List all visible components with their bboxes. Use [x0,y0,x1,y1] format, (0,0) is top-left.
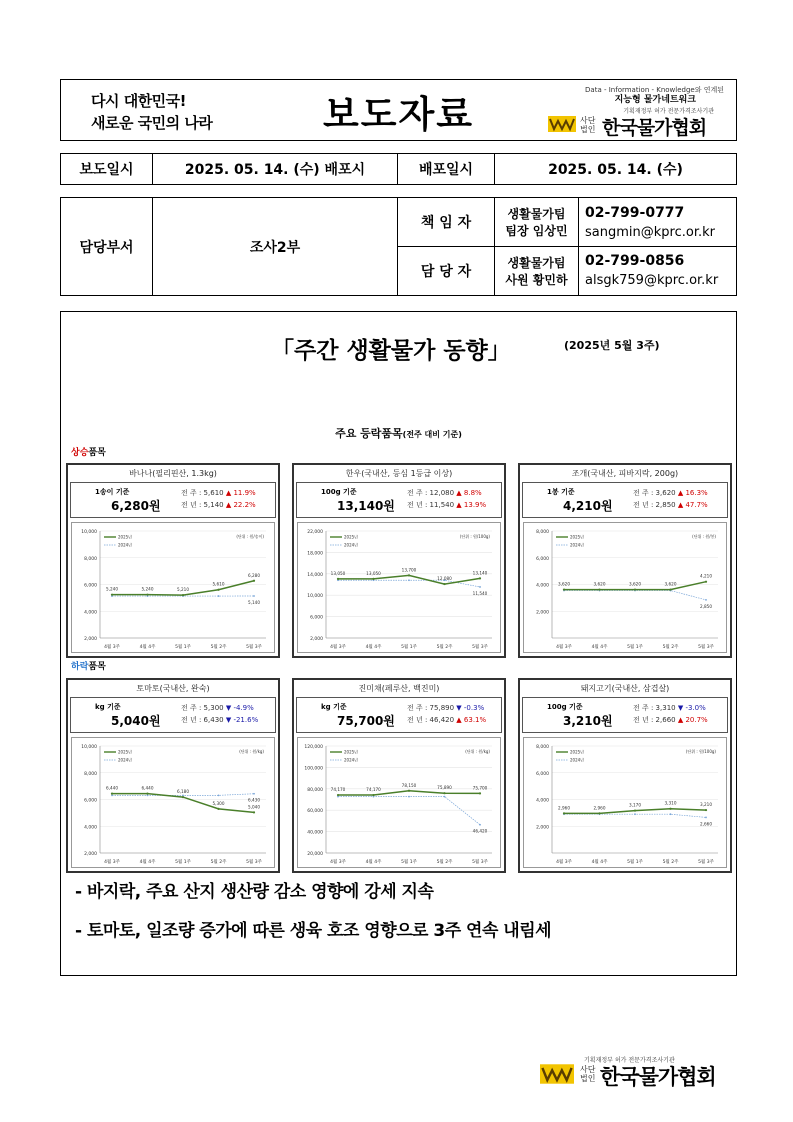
line-chart [524,738,728,869]
dept-label: 담당부서 [61,198,153,295]
legend-label: 2024년 [344,542,359,548]
series-2024-point [479,586,481,588]
card-prev-year: 전 년 : 2,850 ▲ 47.7% [633,501,708,509]
x-tick-label: 5월 1주 [175,645,191,650]
logo-name: 한국물가협회 [602,117,707,139]
card-chart [297,522,501,653]
role-staff: 담 당 자 [398,246,495,295]
card-chart [297,737,501,868]
x-tick-label: 5월 2주 [210,645,227,650]
series-2025-label: 13,050 [366,570,381,576]
y-tick-label: 2,000 [84,637,97,642]
card-prev-year: 전 년 : 11,540 ▲ 13.9% [407,501,487,509]
slogan-line2: 새로운 국민의 나라 [91,114,213,132]
series-2025-point [443,583,445,585]
series-2025-point [372,578,374,580]
legend-label: 2025년 [118,749,133,755]
card-prev-week: 전 주 : 75,890 ▼ -0.3% [407,704,485,712]
card-prev-year: 전 년 : 46,420 ▲ 63.1% [407,716,487,724]
bullet-1: - 바지락, 주요 산지 생산량 감소 영향에 강세 지속 [75,882,434,902]
series-2025-label: 74,170 [330,787,346,793]
y-tick-label: 100,000 [304,766,323,772]
series-2025-point [182,796,184,798]
x-tick-label: 4월 3주 [330,645,346,650]
card-chart [71,522,275,653]
x-tick-label: 5월 3주 [246,860,262,865]
series-2025-point [705,581,707,583]
card-info [522,697,728,733]
series-2025-label: 3,170 [629,802,641,808]
legend-label: 2024년 [570,542,585,548]
x-tick-label: 4월 3주 [556,860,572,865]
y-tick-label: 8,000 [536,530,549,535]
x-tick-label: 5월 1주 [401,860,417,865]
series-2025-label: 13,700 [401,567,417,573]
series-2025-point [111,793,113,795]
y-tick-label: 2,000 [310,637,323,642]
x-tick-label: 4월 4주 [591,645,608,650]
kprc-mark-icon [548,116,576,132]
series-2024-label: 2,850 [700,603,712,609]
contact-table [60,197,737,296]
series-2025-label: 78,150 [401,782,417,788]
unit-label: (단위 : 원/송이) [236,534,264,539]
x-tick-label: 5월 2주 [662,645,679,650]
card-unit: kg 기준 [321,703,347,711]
legend-label: 2025년 [344,534,359,540]
legend-label: 2025년 [118,534,133,540]
logo-network: 지능형 물가네트워크 [614,95,696,105]
series-2025-label: 3,310 [664,800,677,806]
y-tick-label: 20,000 [307,852,323,857]
card-prev-week: 전 주 : 5,610 ▲ 11.9% [181,489,256,497]
footer-logo-authority: 기획재정부 허가 전문가격조사기관 [584,1057,675,1064]
series-2025-point [563,812,565,814]
y-tick-label: 22,000 [307,530,323,535]
series-2025-label: 5,240 [141,586,154,592]
series-2025-point [598,588,600,590]
manager-email: sangmin@kprc.or.kr [585,225,715,240]
legend-label: 2024년 [344,757,359,763]
series-2025-point [563,588,565,590]
press-header [60,79,737,141]
x-tick-label: 4월 4주 [139,645,156,650]
series-2025-point [182,594,184,596]
series-2024-label: 46,420 [472,828,488,834]
series-2025-label: 6,440 [106,785,118,791]
series-2025-label: 12,080 [437,576,452,582]
card-price: 5,040원 [111,714,161,728]
legend-label: 2024년 [118,542,133,548]
series-2025-label: 3,620 [664,581,677,587]
series-2025-label: 5,040 [248,804,260,810]
series-2024-point [218,595,220,597]
release-value: 2025. 05. 14. (수) 배포시 [153,154,398,184]
card-price: 3,210원 [563,714,613,728]
price-card [292,463,506,658]
y-tick-label: 10,000 [81,530,97,535]
series-2025-label: 75,890 [437,785,452,791]
x-tick-label: 5월 3주 [698,860,714,865]
distribution-value: 2025. 05. 14. (수) [548,162,683,178]
unit-label: (단위 : 원/봉) [692,534,716,539]
series-2025-label: 13,050 [330,570,346,576]
card-unit: 100g 기준 [321,488,357,496]
report-period: (2025년 5월 3주) [564,339,660,352]
x-tick-label: 5월 3주 [472,645,488,650]
y-tick-label: 2,000 [536,610,549,616]
release-date-table [60,153,737,185]
card-prev-week: 전 주 : 5,300 ▼ -4.9% [181,704,254,712]
series-2024-point [705,599,707,601]
y-tick-label: 18,000 [307,551,323,557]
y-tick-label: 40,000 [307,830,323,836]
y-tick-label: 6,000 [84,798,97,804]
role-manager: 책 임 자 [398,198,495,246]
y-tick-label: 4,000 [84,610,97,616]
y-tick-label: 8,000 [536,745,549,750]
unit-label: (단위 : 원/kg) [239,749,264,754]
card-prev-year: 전 년 : 6,430 ▼ -21.6% [181,716,259,724]
fall-group-label: 하락품목 [71,662,106,672]
unit-label: (단위 : 원/kg) [465,749,490,754]
y-tick-label: 60,000 [307,809,323,815]
series-2024-point [479,824,481,826]
card-prev-week: 전 주 : 3,310 ▼ -3.0% [633,704,706,712]
series-2024-point [634,813,636,815]
card-item-name: 토마토(국내산, 완숙) [136,684,210,693]
x-tick-label: 5월 2주 [436,645,453,650]
series-2024-point [444,796,446,798]
press-title: 보도자료 [323,93,474,136]
weekly-price-box [60,311,737,976]
series-2025-label: 5,610 [212,581,225,587]
series-2025-label: 6,280 [248,572,260,578]
card-prev-year: 전 년 : 5,140 ▲ 22.2% [181,501,256,509]
series-2024-point [408,796,410,798]
card-item-name: 바나나(필리핀산, 1.3kg) [129,469,217,478]
series-2025-point [408,790,410,792]
card-info [70,697,276,733]
series-2024-line [338,797,480,825]
card-prev-week: 전 주 : 3,620 ▲ 16.3% [633,489,708,497]
report-title: 「주간 생활물가 동향」 [271,338,511,364]
price-card [292,678,506,873]
card-prev-week: 전 주 : 12,080 ▲ 8.8% [407,489,482,497]
x-tick-label: 5월 2주 [662,860,679,865]
manager-phone: 02-799-0777 [585,205,685,221]
series-2025-point [634,588,636,590]
y-tick-label: 2,000 [536,825,549,831]
series-2025-point [146,594,148,596]
price-card [518,463,732,658]
line-chart [298,523,502,654]
card-unit: 100g 기준 [547,703,583,711]
series-2024-point [253,793,255,795]
series-2025-point [479,577,481,579]
series-2025-point [337,794,339,796]
y-tick-label: 6,000 [536,556,549,562]
x-tick-label: 4월 3주 [556,645,572,650]
y-tick-label: 8,000 [84,556,97,562]
card-item-name: 한우(국내산, 등심 1등급 이상) [345,469,453,478]
legend-label: 2025년 [570,534,585,540]
footer-logo-name: 한국물가협회 [600,1065,716,1089]
rise-group-label: 상승품목 [71,448,106,458]
card-price: 6,280원 [111,499,161,513]
legend-label: 2025년 [570,749,585,755]
series-2024-point [408,579,410,581]
y-tick-label: 8,000 [84,771,97,777]
card-chart [71,737,275,868]
y-tick-label: 2,000 [84,852,97,857]
card-item-name: 조개(국내산, 피바지락, 200g) [571,469,679,478]
series-2025-point [337,578,339,580]
price-card [66,678,280,873]
series-2025-point [705,809,707,811]
series-2025-label: 6,180 [177,789,189,795]
series-2025-point [669,808,671,810]
card-item-name: 돼지고기(국내산, 삼겹살) [580,684,670,693]
series-2025-label: 3,620 [558,581,570,587]
series-2025-point [146,793,148,795]
staff-phone: 02-799-0856 [585,253,685,269]
series-2024-point [182,794,184,796]
x-tick-label: 4월 4주 [365,645,382,650]
line-chart [298,738,502,869]
line-chart [72,523,276,654]
card-item-name: 진미채(페루산, 백진미) [358,684,440,693]
x-tick-label: 5월 1주 [175,860,191,865]
y-tick-label: 14,000 [307,572,323,578]
card-chart [523,522,727,653]
legend-label: 2024년 [118,757,133,763]
y-tick-label: 4,000 [84,825,97,831]
kprc-logo [524,86,724,138]
dept-value: 조사2부 [153,198,398,295]
series-2025-point [217,589,219,591]
series-2024-label: 2,660 [700,821,712,827]
series-2025-label: 2,960 [558,805,570,811]
series-2025-label: 75,700 [472,785,488,791]
legend-label: 2024년 [570,757,585,763]
card-price: 4,210원 [563,499,613,513]
x-tick-label: 5월 1주 [627,645,643,650]
series-2024-line [564,591,706,600]
y-tick-label: 4,000 [536,583,549,589]
price-card [66,463,280,658]
logo-authority: 기획재정부 허가 전문가격조사기관 [623,108,714,115]
series-2024-label: 6,430 [248,797,260,803]
series-2025-label: 3,620 [593,581,606,587]
series-2025-point [253,811,255,813]
card-info [522,482,728,518]
series-2025-label: 3,210 [700,802,712,808]
x-tick-label: 4월 3주 [104,645,120,650]
x-tick-label: 4월 3주 [330,860,346,865]
series-2025-point [479,792,481,794]
series-2024-point [253,595,255,597]
x-tick-label: 5월 1주 [401,645,417,650]
card-chart [523,737,727,868]
card-info [70,482,276,518]
line-chart [524,523,728,654]
section-title: 주요 등락품목(전주 대비 기준) [335,427,462,440]
series-2025-label: 3,620 [629,581,641,587]
logo-tagline: Data - Information - Knowledge와 연계된 [585,86,724,94]
card-info [296,697,502,733]
series-2025-label: 13,140 [472,570,488,576]
footer-kprc-mark-icon [540,1064,574,1084]
series-2025-point [634,810,636,812]
x-tick-label: 5월 3주 [472,860,488,865]
y-tick-label: 10,000 [307,594,323,600]
card-price: 75,700원 [337,714,395,728]
distribution-label: 배포일시 [398,154,495,184]
y-tick-label: 6,000 [310,615,323,621]
unit-label: (단위 : 원/100g) [685,749,716,754]
series-2025-label: 2,960 [593,805,606,811]
card-prev-year: 전 년 : 2,660 ▲ 20.7% [633,716,708,724]
y-tick-label: 6,000 [536,771,549,777]
card-unit: 1송이 기준 [95,488,130,496]
series-2025-point [669,588,671,590]
series-2025-label: 5,300 [212,800,225,806]
series-2025-label: 74,170 [366,787,381,793]
footer-logo [540,1055,740,1089]
series-2025-point [598,812,600,814]
x-tick-label: 5월 3주 [246,645,262,650]
series-2025-label: 5,210 [177,587,189,593]
price-card [518,678,732,873]
slogan-line1: 다시 대한민국! [91,92,187,110]
x-tick-label: 4월 3주 [104,860,120,865]
x-tick-label: 5월 1주 [627,860,643,865]
footer-logo-corp: 사단 법인 [580,1065,596,1083]
series-2025-label: 5,240 [106,586,118,592]
release-label: 보도일시 [61,154,153,184]
series-2025-point [253,580,255,582]
series-2025-point [408,574,410,576]
series-2024-point [705,817,707,819]
x-tick-label: 5월 3주 [698,645,714,650]
y-tick-label: 10,000 [81,745,97,750]
legend-label: 2025년 [344,749,359,755]
series-2024-label: 11,540 [472,590,488,596]
series-2025-point [443,792,445,794]
card-unit: kg 기준 [95,703,121,711]
series-2025-point [217,808,219,810]
manager-contact [585,203,715,243]
manager-name: 생활물가팀 팀장 임상민 [495,198,579,246]
series-2025-point [372,794,374,796]
staff-contact [585,251,718,291]
bullet-2: - 토마토, 일조량 증가에 따른 생육 호조 영향으로 3주 연속 내림세 [75,921,552,941]
divider [398,246,737,247]
line-chart [72,738,276,869]
series-2025-label: 6,440 [141,785,154,791]
x-tick-label: 4월 4주 [139,860,156,865]
card-unit: 1봉 기준 [547,488,575,496]
logo-corp: 사단 법인 [580,116,596,134]
y-tick-label: 120,000 [304,745,323,750]
series-2024-label: 5,140 [248,600,260,606]
x-tick-label: 4월 4주 [365,860,382,865]
unit-label: (단위 : 원/100g) [459,534,490,539]
x-tick-label: 4월 4주 [591,860,608,865]
series-2024-point [670,813,672,815]
y-tick-label: 6,000 [84,583,97,589]
series-2025-point [111,594,113,596]
y-tick-label: 4,000 [536,798,549,804]
staff-email: alsgk759@kprc.or.kr [585,273,719,288]
y-tick-label: 80,000 [307,787,323,793]
x-tick-label: 5월 2주 [210,860,227,865]
card-info [296,482,502,518]
staff-name: 생활물가팀 사원 황민하 [495,246,579,295]
series-2024-point [218,794,220,796]
card-price: 13,140원 [337,499,395,513]
series-2025-label: 4,210 [700,573,712,579]
x-tick-label: 5월 2주 [436,860,453,865]
